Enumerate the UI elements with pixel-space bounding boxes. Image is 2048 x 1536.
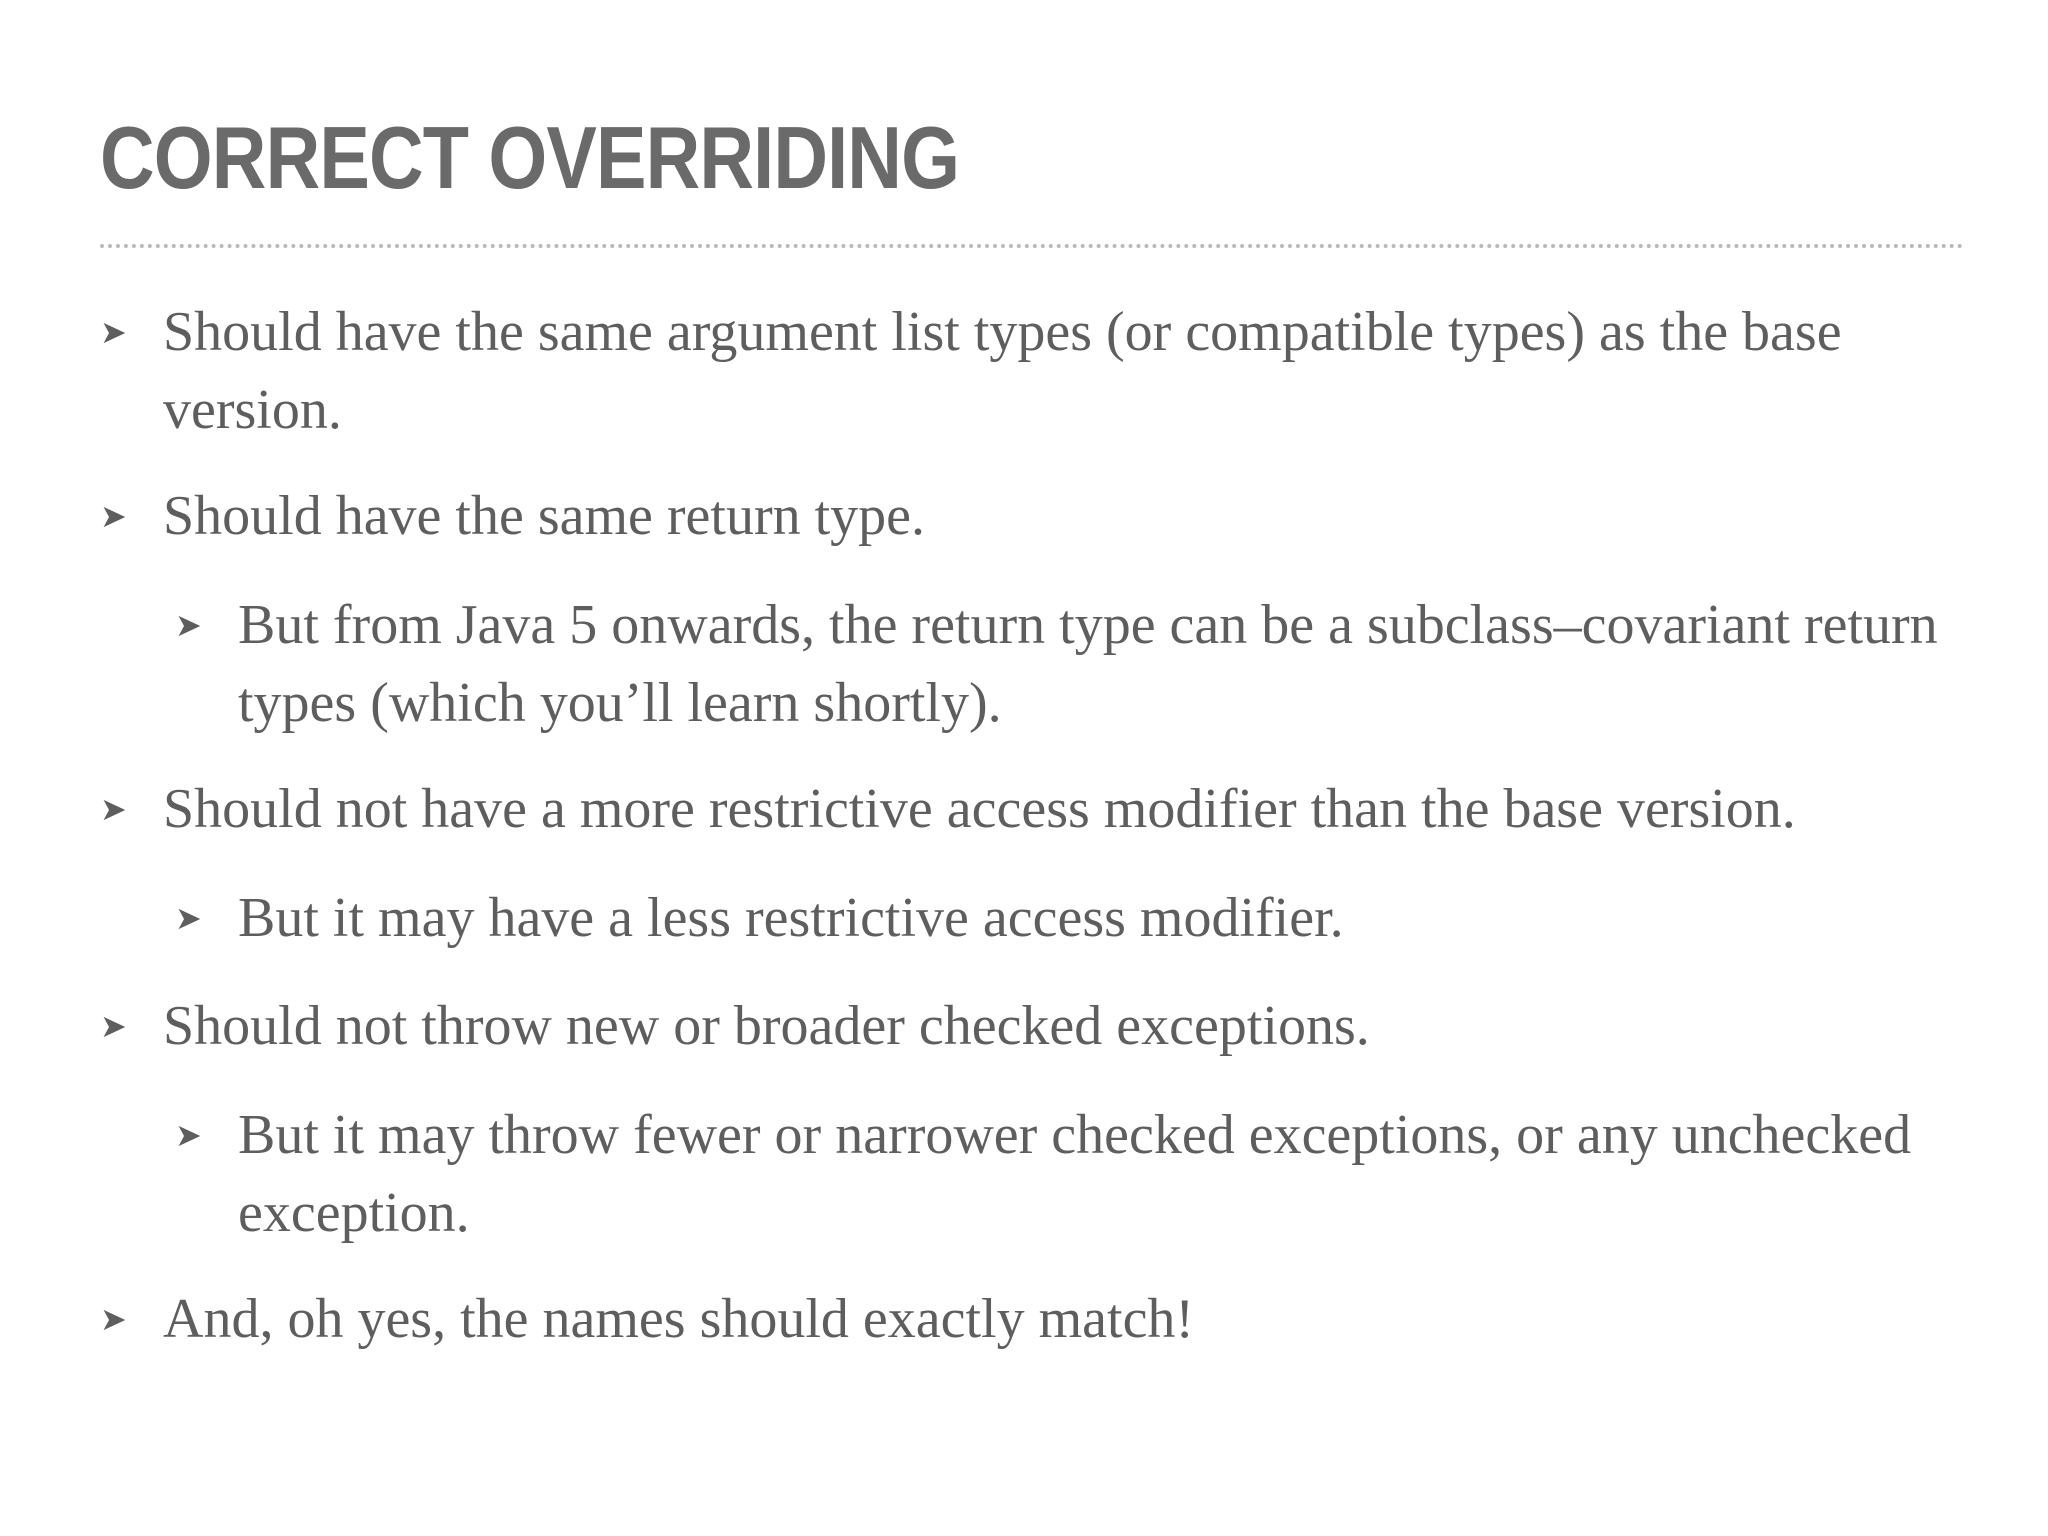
arrow-bullet-icon: ➤: [100, 1300, 127, 1338]
arrow-bullet-icon: ➤: [175, 606, 202, 644]
bullet-text: Should not have a more restrictive access modifier than the base version.: [163, 778, 1796, 840]
sub-bullet-item: [175, 586, 1968, 742]
bullet-text: Should not throw new or broader checked exceptions.: [163, 995, 1370, 1057]
bullet-item: [100, 770, 1963, 848]
sub-bullet-item: [175, 1096, 1968, 1252]
arrow-bullet-icon: ➤: [175, 899, 202, 937]
bullet-text: But it may have a less restrictive access modifier.: [238, 887, 1344, 949]
arrow-bullet-icon: ➤: [100, 497, 127, 535]
bullet-item: [100, 987, 1963, 1065]
arrow-bullet-icon: ➤: [100, 1007, 127, 1045]
bullet-text: But it may throw fewer or narrower checked exceptions, or any unchecked exception.: [238, 1104, 1912, 1244]
arrow-bullet-icon: ➤: [100, 790, 127, 828]
bullet-item: [100, 477, 1963, 555]
sub-bullet-item: [175, 879, 1968, 957]
title-divider: [100, 244, 1964, 248]
bullet-text: But from Java 5 onwards, the return type can be a subclass–covariant return types (which you’ll learn shortly).: [238, 594, 1938, 734]
bullet-text: And, oh yes, the names should exactly match!: [163, 1288, 1195, 1350]
bullet-text: Should have the same return type.: [163, 485, 926, 547]
bullet-item: [100, 293, 1963, 449]
arrow-bullet-icon: ➤: [175, 1116, 202, 1154]
slide-title: CORRECT OVERRIDING: [100, 108, 960, 207]
bullet-item: [100, 1280, 1963, 1358]
bullet-text: Should have the same argument list types (or compatible types) as the base version.: [163, 301, 1842, 441]
arrow-bullet-icon: ➤: [100, 313, 127, 351]
